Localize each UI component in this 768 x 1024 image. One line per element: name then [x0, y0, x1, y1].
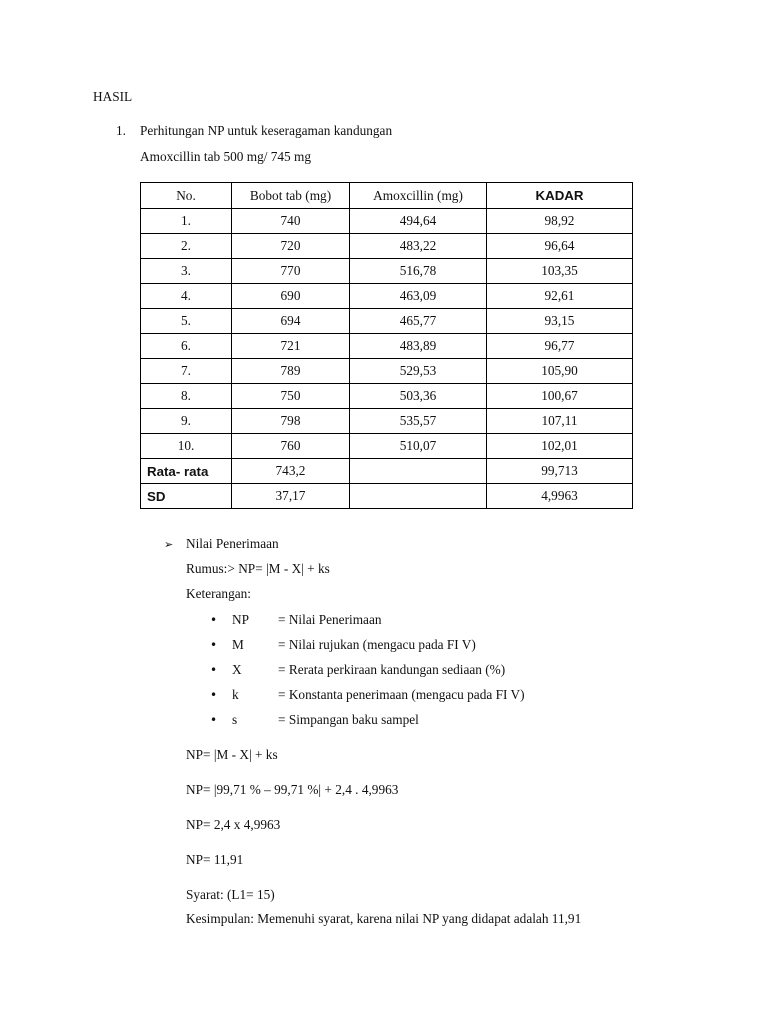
summary-row	[141, 484, 633, 509]
item-description: = Simpangan baku sampel	[278, 712, 419, 727]
item-symbol: M	[232, 637, 244, 652]
cell-kadar: 96,77	[487, 334, 633, 359]
cell-amoxcillin: 465,77	[350, 309, 487, 334]
cell-amoxcillin: 535,57	[350, 409, 487, 434]
cell-bobot: 750	[232, 384, 350, 409]
keterangan-label: Keterangan:	[186, 586, 251, 601]
keterangan-item	[210, 612, 382, 628]
bullet-icon: •	[210, 663, 218, 677]
cell-no: 10.	[141, 434, 232, 459]
bullet-icon: •	[210, 688, 218, 702]
table-row	[141, 434, 633, 459]
item-description: = Nilai rujukan (mengacu pada FI V)	[278, 637, 476, 652]
rumus-line: Rumus:> NP= |M - X| + ks	[186, 561, 330, 576]
cell-kadar: 96,64	[487, 234, 633, 259]
bullet-icon: •	[210, 638, 218, 652]
cell-no: 1.	[141, 209, 232, 234]
cell-no: 4.	[141, 284, 232, 309]
calc-line-3: NP= 2,4 x 4,9963	[186, 817, 281, 832]
table-row	[141, 209, 633, 234]
cell-no: SD	[141, 484, 232, 509]
table-row	[141, 359, 633, 384]
cell-amoxcillin: 529,53	[350, 359, 487, 384]
cell-bobot: 720	[232, 234, 350, 259]
cell-no: 9.	[141, 409, 232, 434]
calc-line-2: NP= |99,71 % – 99,71 %| + 2,4 . 4,9963	[186, 782, 399, 797]
nilai-title: Nilai Penerimaan	[186, 536, 279, 551]
table-row	[141, 259, 633, 284]
table-row	[141, 284, 633, 309]
table-header-row	[141, 183, 633, 209]
item-symbol: NP	[232, 612, 249, 627]
keterangan-item	[210, 662, 505, 678]
cell-kadar: 99,713	[487, 459, 633, 484]
cell-kadar: 103,35	[487, 259, 633, 284]
keterangan-item	[210, 712, 419, 728]
cell-no: 3.	[141, 259, 232, 284]
item-description: = Rerata perkiraan kandungan sediaan (%)	[278, 662, 506, 677]
cell-bobot: 694	[232, 309, 350, 334]
cell-no: 5.	[141, 309, 232, 334]
calc-line-1: NP= |M - X| + ks	[186, 747, 278, 762]
header-bobot: Bobot tab (mg)	[232, 183, 350, 209]
cell-kadar: 100,67	[487, 384, 633, 409]
cell-bobot: 789	[232, 359, 350, 384]
bullet-icon: •	[210, 713, 218, 727]
table-row	[141, 384, 633, 409]
cell-amoxcillin: 516,78	[350, 259, 487, 284]
cell-bobot: 740	[232, 209, 350, 234]
cell-bobot: 690	[232, 284, 350, 309]
table-body	[141, 209, 633, 509]
numbered-item-1	[116, 123, 392, 139]
header-amoxcillin: Amoxcillin (mg)	[350, 183, 487, 209]
item-subtitle: Amoxcillin tab 500 mg/ 745 mg	[140, 149, 312, 164]
syarat-line: Syarat: (L1= 15)	[186, 887, 275, 902]
cell-bobot: 770	[232, 259, 350, 284]
item-symbol: s	[232, 712, 238, 727]
cell-amoxcillin: 463,09	[350, 284, 487, 309]
cell-kadar: 98,92	[487, 209, 633, 234]
arrow-bullet-icon: ➢	[164, 538, 174, 551]
cell-no: 8.	[141, 384, 232, 409]
kesimpulan-line: Kesimpulan: Memenuhi syarat, karena nilai NP yang didapat adalah 11,91	[186, 911, 582, 926]
nilai-penerimaan-heading	[164, 536, 279, 552]
cell-kadar: 92,61	[487, 284, 633, 309]
bullet-icon: •	[210, 613, 218, 627]
table-row	[141, 334, 633, 359]
cell-amoxcillin: 483,22	[350, 234, 487, 259]
cell-kadar: 93,15	[487, 309, 633, 334]
item-number: 1.	[116, 123, 126, 138]
cell-no: Rata- rata	[141, 459, 232, 484]
cell-kadar: 102,01	[487, 434, 633, 459]
item-title: Perhitungan NP untuk keseragaman kandungan	[140, 123, 393, 138]
cell-amoxcillin: 483,89	[350, 334, 487, 359]
cell-no: 7.	[141, 359, 232, 384]
table-row	[141, 234, 633, 259]
cell-amoxcillin: 494,64	[350, 209, 487, 234]
cell-bobot: 743,2	[232, 459, 350, 484]
header-no: No.	[141, 183, 232, 209]
cell-kadar: 4,9963	[487, 484, 633, 509]
cell-no: 6.	[141, 334, 232, 359]
cell-amoxcillin	[350, 459, 487, 484]
cell-amoxcillin: 510,07	[350, 434, 487, 459]
cell-kadar: 105,90	[487, 359, 633, 384]
item-symbol: X	[232, 662, 242, 677]
cell-no: 2.	[141, 234, 232, 259]
item-description: = Nilai Penerimaan	[278, 612, 382, 627]
cell-bobot: 798	[232, 409, 350, 434]
keterangan-item	[210, 687, 525, 703]
summary-row	[141, 459, 633, 484]
cell-kadar: 107,11	[487, 409, 633, 434]
cell-bobot: 760	[232, 434, 350, 459]
header-kadar: KADAR	[487, 183, 633, 209]
keterangan-item	[210, 637, 476, 653]
item-description: = Konstanta penerimaan (mengacu pada FI V)	[278, 687, 525, 702]
cell-amoxcillin	[350, 484, 487, 509]
table-row	[141, 309, 633, 334]
cell-bobot: 721	[232, 334, 350, 359]
section-heading: HASIL	[93, 89, 133, 104]
kadar-table	[140, 182, 633, 509]
cell-amoxcillin: 503,36	[350, 384, 487, 409]
calc-line-4: NP= 11,91	[186, 852, 244, 867]
cell-bobot: 37,17	[232, 484, 350, 509]
table-row	[141, 409, 633, 434]
item-symbol: k	[232, 687, 239, 702]
